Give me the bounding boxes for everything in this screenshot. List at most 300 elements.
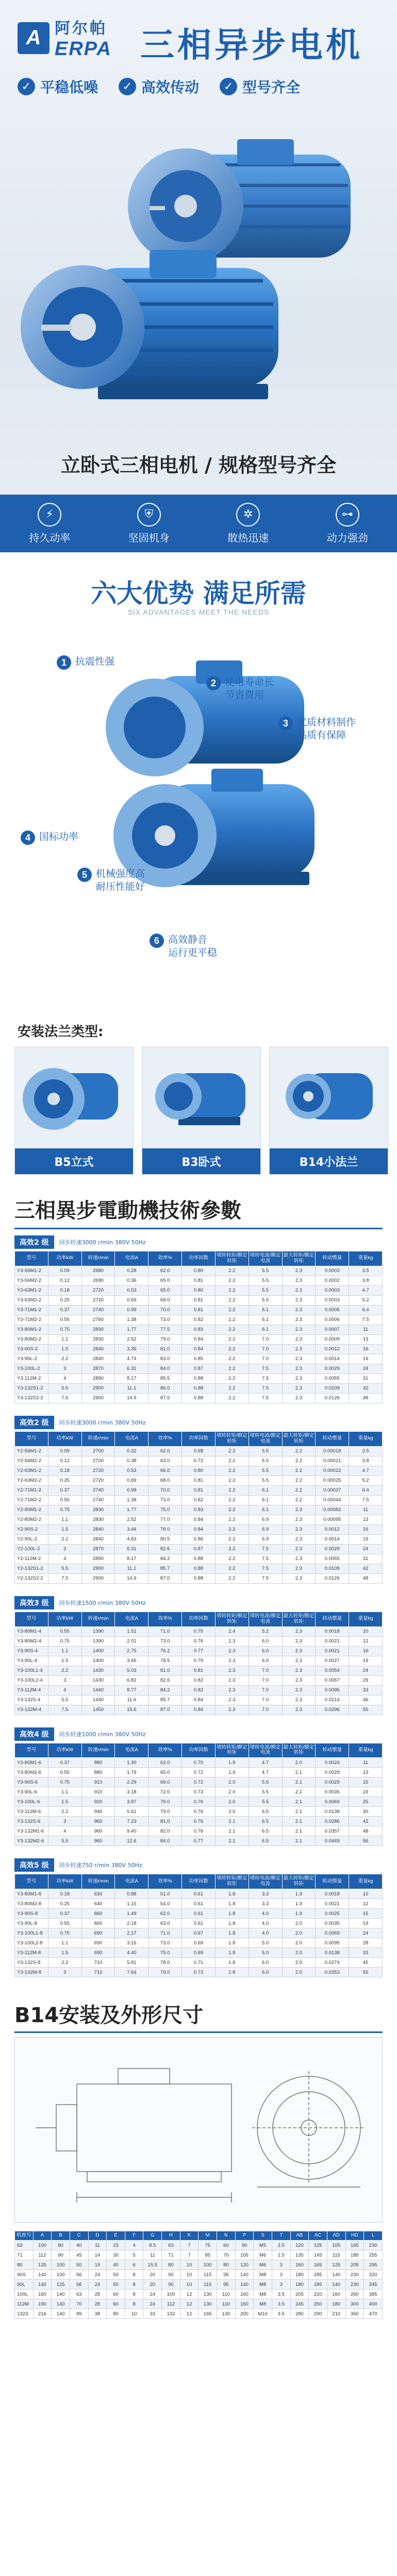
table-cell: 2.1 [215,1836,249,1846]
table-cell: 15 [349,1909,383,1919]
table-cell: 7.5 [249,1554,282,1564]
table-cell: 2.2 [282,1485,316,1495]
table-cell: 230 [345,2270,364,2280]
table-cell: 0.0003 [316,1285,349,1295]
table-cell: 65.0 [148,1276,182,1285]
table-cell: 2.2 [215,1446,249,1456]
column-header: 转动惯量 [316,1431,349,1446]
table-cell: 90S [15,2270,34,2280]
table-row [15,1909,383,1919]
table-cell: 6.5 [249,1817,282,1826]
table-row [15,1889,383,1899]
table-cell: Y2-132S1-2 [15,1564,48,1573]
table-cell: 0.61 [182,1909,216,1919]
table-cell: 0.25 [48,1295,81,1305]
table-cell: 33 [143,2309,162,2319]
table-cell: Y3-80M1-6 [15,1758,48,1768]
table-cell: 0.0126 [316,1573,349,1583]
table-cell: 0.55 [48,1626,81,1636]
table-cell: 2.3 [282,1515,316,1524]
table-cell: 2.1 [215,1817,249,1826]
table-cell: 6.4 [349,1485,383,1495]
table-row [15,1675,383,1685]
table-cell: 350 [345,2309,364,2319]
table-cell: 2.1 [282,1807,316,1817]
table-cell: 6.5 [249,1807,282,1817]
hero-subtitle: 立卧式三相电机 / 规格型号齐全 [60,454,337,477]
table-cell: 0.0067 [316,1675,349,1685]
table-cell: 105 [327,2241,345,2250]
table-cell: 12 [180,2299,198,2309]
table-row [15,2280,383,2290]
table-cell: 0.0274 [316,1958,349,1968]
table-cell: 0.0014 [316,1534,349,1544]
table-cell: 2.3 [282,1573,316,1583]
column-header: F [125,2231,143,2241]
table-cell: Y3-63M1-2 [15,1285,48,1295]
table-cell: 28 [349,1938,383,1948]
table-cell: 10 [125,2309,143,2319]
table-cell: 7.5 [249,1374,282,1383]
table-cell: 0.0035 [316,1919,349,1928]
table-cell: 0.75 [182,1626,216,1636]
tech-params-section [0,1186,397,1977]
table-cell: 42 [349,1383,383,1393]
spec-table-block [14,1416,383,1584]
table-cell: 0.00022 [316,1466,349,1476]
brand-logo[interactable] [18,15,112,60]
table-cell: 2.3 [282,1636,316,1646]
table-cell: 230 [345,2280,364,2290]
table-row [15,1919,383,1928]
table-cell: 0.0006 [316,1315,349,1325]
table-row [15,1626,383,1636]
table-cell: 7.0 [249,1705,282,1715]
table-note: 同步转速1000 r/min 380V 50Hz [59,1731,146,1738]
table-cell: 12.6 [115,1836,148,1846]
table-cell: 0.0012 [316,1524,349,1534]
table-cell: 60 [107,2299,125,2309]
table-cell: 2.3 [215,1656,249,1666]
table-cell: 2.0 [282,1938,316,1948]
table-cell: 2.3 [282,1505,316,1515]
table-cell: 4 [48,1685,81,1695]
spec-table [14,1612,383,1715]
table-cell: 62.0 [148,1758,182,1768]
advantage-number: 1 [57,655,71,670]
column-header: 效率% [148,1874,182,1889]
table-cell: 7.23 [115,1817,148,1826]
column-header: 堵转电流/额定电流 [249,1251,282,1266]
table-cell: 2.1 [282,1768,316,1777]
table-cell: 2.3 [215,1705,249,1715]
table-row [15,1899,383,1909]
table-cell: 320 [364,2270,383,2280]
table-cell: 40 [107,2260,125,2270]
table-cell: 2.3 [215,1636,249,1646]
table-cell: 0.32 [115,1446,148,1456]
flange-card-b3[interactable] [142,1047,261,1175]
table-cell: 1390 [81,1636,115,1646]
table-cell: 2720 [81,1476,115,1485]
column-header: 电流A [115,1743,148,1758]
table-cell: 2.2 [215,1564,249,1573]
table-cell: 2.3 [282,1626,316,1636]
table-cell: 2890 [81,1554,115,1564]
motor-b3-image [142,1047,260,1148]
table-cell: 2.3 [282,1276,316,1285]
table-row [15,1695,383,1705]
table-cell: 0.0018 [316,1626,349,1636]
table-cell: 640 [81,1899,115,1909]
table-cell: 31 [349,1374,383,1383]
table-cell: 2.2 [282,1466,316,1476]
feature-label: 持久动率 [29,531,71,544]
table-cell: 140 [235,2280,254,2290]
table-cell: 2.2 [215,1334,249,1344]
table-cell: 115 [198,2280,217,2290]
table-cell: 0.0214 [316,1695,349,1705]
table-cell: 115 [327,2250,345,2260]
table-cell: 7.0 [249,1334,282,1344]
table-cell: 0.0095 [316,1685,349,1695]
table-cell: 0.0021 [316,1646,349,1656]
table-cell: 5.03 [115,1666,148,1675]
table-cell: 0.75 [48,1636,81,1646]
table-cell: 100 [33,2241,52,2250]
advantage-4 [21,831,78,845]
table-row [15,1554,383,1564]
table-cell: 2830 [81,1334,115,1344]
table-cell: 1390 [81,1626,115,1636]
column-header: K [180,2231,198,2241]
table-cell: 80 [217,2260,236,2270]
advantage-2 [206,676,274,701]
table-cell: 880 [81,1768,115,1777]
table-cell: 2.3 [215,1646,249,1656]
table-cell: 0.53 [115,1285,148,1295]
table-cell: 0.61 [182,1899,216,1909]
table-cell: 90 [52,2250,70,2260]
table-cell: 0.0035 [316,1787,349,1797]
table-row [15,1515,383,1524]
advantage-5 [77,868,145,893]
table-cell: 50 [107,2270,125,2280]
table-cell: 0.0286 [316,1817,349,1826]
table-cell: 80 [15,2260,34,2270]
table-cell: 7.5 [249,1544,282,1554]
advantage-text: 优质材料制作 品质有保障 [297,717,356,741]
table-cell: 0.80 [182,1466,216,1476]
table-cell: Y3-63M2-2 [15,1295,48,1305]
table-cell: 2.3 [282,1695,316,1705]
table-cell: 85.7 [148,1564,182,1573]
table-row [15,1836,383,1846]
table-cell: 1.8 [215,1909,249,1919]
table-cell: Y3-132M-4 [15,1705,48,1715]
table-cell: 6.0 [249,1968,282,1977]
table-cell: 280 [290,2309,309,2319]
column-header: 转速r/min [81,1612,115,1626]
table-cell: 24 [143,2290,162,2299]
table-cell: Y3-132S2-2 [15,1393,48,1403]
table-cell: 4.0 [249,1919,282,1928]
table-cell: 0.00025 [316,1476,349,1485]
table-cell: 115 [198,2270,217,2280]
table-cell: 0.81 [182,1476,216,1485]
table-cell: 71 [15,2250,34,2260]
table-cell: 2740 [81,1495,115,1505]
table-cell: 0.88 [182,1374,216,1383]
column-header: 功率kW [48,1874,81,1889]
table-cell: 2.2 [215,1344,249,1354]
table-cell: 12 [180,2309,198,2319]
table-cell: 660 [81,1919,115,1928]
table-cell: 2.2 [215,1573,249,1583]
column-header: C [70,2231,88,2241]
table-cell: 2.01 [115,1636,148,1646]
table-cell: 2.52 [115,1515,148,1524]
table-cell: 0.87 [182,1544,216,1554]
table-cell: 10 [349,1626,383,1636]
table-cell: 2.3 [282,1354,316,1364]
table-cell: 65.0 [148,1285,182,1295]
column-header: M [198,2231,217,2241]
table-cell: 920 [81,1797,115,1807]
table-cell: 1.15 [115,1899,148,1909]
table-cell: 16 [349,1646,383,1656]
feature-item [128,503,170,545]
table-cell: 79.0 [148,1807,182,1817]
table-cell: 3 [48,1675,81,1685]
table-cell: 42 [349,1564,383,1573]
table-cell: 5.5 [48,1836,81,1846]
table-cell: 4 [48,1826,81,1836]
table-cell: 2.0 [215,1807,249,1817]
advantage-number: 4 [21,831,35,845]
table-cell: 3.5 [349,1446,383,1456]
motor-b5-image [15,1047,133,1148]
advantage-6 [150,934,217,959]
table-cell: 6.5 [249,1836,282,1846]
table-cell: 73.0 [148,1636,182,1646]
feature-label: 动力强劲 [326,531,368,544]
table-cell: 2870 [81,1364,115,1374]
table-cell: Y3-80M2-4 [15,1636,48,1646]
table-cell: 54.0 [148,1899,182,1909]
table-cell: 0.69 [182,1948,216,1958]
table-cell: 1.9 [282,1909,316,1919]
advantage-text: 使用寿命长 节省费用 [225,676,274,701]
table-cell: 4.7 [249,1768,282,1777]
table-cell: 0.0095 [316,1938,349,1948]
table-cell: 710 [81,1968,115,1977]
table-cell: 4.40 [115,1948,148,1958]
column-header: 型号 [15,1431,48,1446]
table-cell: 77.5 [148,1325,182,1334]
table-cell: 6.5 [249,1826,282,1836]
table-cell: 71.0 [148,1626,182,1636]
table-cell: 63 [162,2241,180,2250]
table-cell: Y3-100L1-8 [15,1928,48,1938]
table-cell: 0.88 [182,1564,216,1573]
table-cell: 6.1 [249,1495,282,1505]
table-cell: 180 [290,2280,309,2290]
table-cell: 4 [125,2241,143,2250]
spec-table-block [14,1235,383,1403]
table-cell: 2.2 [48,1354,81,1364]
table-cell: 83.0 [148,1354,182,1364]
column-header: 电流A [115,1251,148,1266]
table-cell: 1430 [81,1675,115,1685]
table-cell: 112 [33,2250,52,2260]
table-row [15,2270,383,2280]
flange-title: 安装法兰类型: [18,1024,104,1040]
column-header: 堵转转矩/额定转矩 [215,1874,249,1889]
table-cell: 19 [88,2260,107,2270]
table-cell: 3.3 [249,1899,282,1909]
table-cell: 165 [309,2260,327,2270]
table-cell: 24 [349,1666,383,1675]
table-cell: 0.0055 [316,1554,349,1564]
flange-label: B3卧式 [142,1148,260,1174]
column-header: 重量kg [349,1612,383,1626]
column-header: T [272,2231,290,2241]
table-cell: Y3-90S-6 [15,1777,48,1787]
table-cell: 125 [309,2241,327,2250]
table-cell: Y3-90L-4 [15,1656,48,1666]
table-cell: 0.68 [182,1446,216,1456]
table-cell: 2.3 [282,1383,316,1393]
table-cell: 11.6 [115,1695,148,1705]
table-cell: 14.9 [115,1393,148,1403]
table-cell: 130 [217,2309,236,2319]
table-cell: 2.0 [282,1919,316,1928]
table-cell: 77.0 [148,1515,182,1524]
table-cell: 42 [349,1817,383,1826]
table-cell: 2740 [81,1305,115,1315]
table-cell: 2.2 [215,1383,249,1393]
table-cell: M5 [254,2241,272,2250]
flange-card-b5[interactable] [14,1047,134,1175]
table-cell: 1440 [81,1695,115,1705]
table-cell: 2.3 [282,1675,316,1685]
column-header: 重量kg [349,1743,383,1758]
column-header: 功率kW [48,1612,81,1626]
flange-card-b14[interactable] [269,1047,388,1175]
table-cell: 110 [217,2299,236,2309]
table-cell: 63 [15,2241,34,2250]
feature-label: 坚固机身 [128,531,170,544]
table-cell: 70 [70,2299,88,2309]
check-circle-icon: ✓ [18,78,35,95]
table-cell: 6.82 [115,1675,148,1685]
table-cell: 68.0 [148,1295,182,1305]
table-cell: 0.0005 [316,1305,349,1315]
table-cell: 1.5 [48,1656,81,1666]
table-cell: 1450 [81,1705,115,1715]
table-row [15,2309,383,2319]
table-cell: 112M [15,2299,34,2309]
table-cell: Y3-100L2-4 [15,1675,48,1685]
table-cell: 5.5 [249,1285,282,1295]
table-cell: 2.3 [282,1344,316,1354]
table-cell: 1.5 [48,1524,81,1534]
table-cell: 0.55 [48,1495,81,1505]
table-cell: 1.30 [115,1758,148,1768]
table-cell: 0.72 [182,1456,216,1466]
table-cell: 63.0 [148,1919,182,1928]
table-cell: 2.1 [282,1797,316,1807]
table-cell: 216 [33,2309,52,2319]
table-cell: 3.5 [272,2299,290,2309]
table-cell: 5.2 [249,1626,282,1636]
table-row [15,1374,383,1383]
table-cell: 205 [290,2290,309,2299]
table-cell: 0.37 [48,1305,81,1315]
table-cell: 81.0 [148,1817,182,1826]
table-cell: Y2-56M1-2 [15,1446,48,1456]
table-cell: 2.3 [282,1325,316,1334]
table-cell: 0.67 [182,1928,216,1938]
table-cell: Y2-100L-2 [15,1544,48,1554]
table-row [15,1787,383,1797]
table-cell: 70 [217,2250,236,2260]
check-circle-icon: ✓ [119,78,136,95]
tag-item [220,76,300,97]
table-cell: 1400 [81,1646,115,1656]
table-note: 同步转速1500 r/min 380V 50Hz [59,1599,146,1606]
table-cell: 11.1 [115,1564,148,1573]
table-row [15,1817,383,1826]
column-header: 型号 [15,1612,48,1626]
table-cell: 0.0021 [316,1899,349,1909]
table-cell: 5.5 [249,1466,282,1476]
table-cell: 11.1 [115,1383,148,1393]
column-header: 最大转矩/额定转矩 [282,1251,316,1266]
column-header: 重量kg [349,1251,383,1266]
dimensions-table [14,2231,383,2319]
table-row [15,2299,383,2309]
table-cell: 165 [345,2241,364,2250]
table-cell: 81.0 [148,1344,182,1354]
table-cell: 3.3 [249,1889,282,1899]
column-header: 电流A [115,1874,148,1889]
table-cell: 7.64 [115,1968,148,1977]
table-cell: 6.4 [349,1305,383,1315]
table-cell: 70.0 [148,1305,182,1315]
table-cell: 16 [349,1524,383,1534]
dimension-drawing [14,2037,383,2223]
table-cell: 1.77 [115,1325,148,1334]
table-cell: 0.0024 [316,1758,349,1768]
table-cell: Y2-90L-2 [15,1534,48,1544]
table-cell: Y3-100L-2 [15,1364,48,1374]
table-cell: 2.1 [282,1777,316,1787]
table-cell: 15.5 [143,2260,162,2270]
table-cell: 7.0 [249,1675,282,1685]
table-row [15,1466,383,1476]
table-cell: 7.0 [249,1354,282,1364]
table-cell: 24 [349,1364,383,1374]
table-cell: 0.00095 [316,1515,349,1524]
table-cell: 260 [345,2290,364,2299]
table-cell: 0.84 [182,1344,216,1354]
table-cell: 3 [272,2280,290,2290]
column-header: 最大转矩/额定转矩 [282,1874,316,1889]
table-cell: 0.0029 [316,1777,349,1787]
table-cell: 7.0 [249,1685,282,1695]
